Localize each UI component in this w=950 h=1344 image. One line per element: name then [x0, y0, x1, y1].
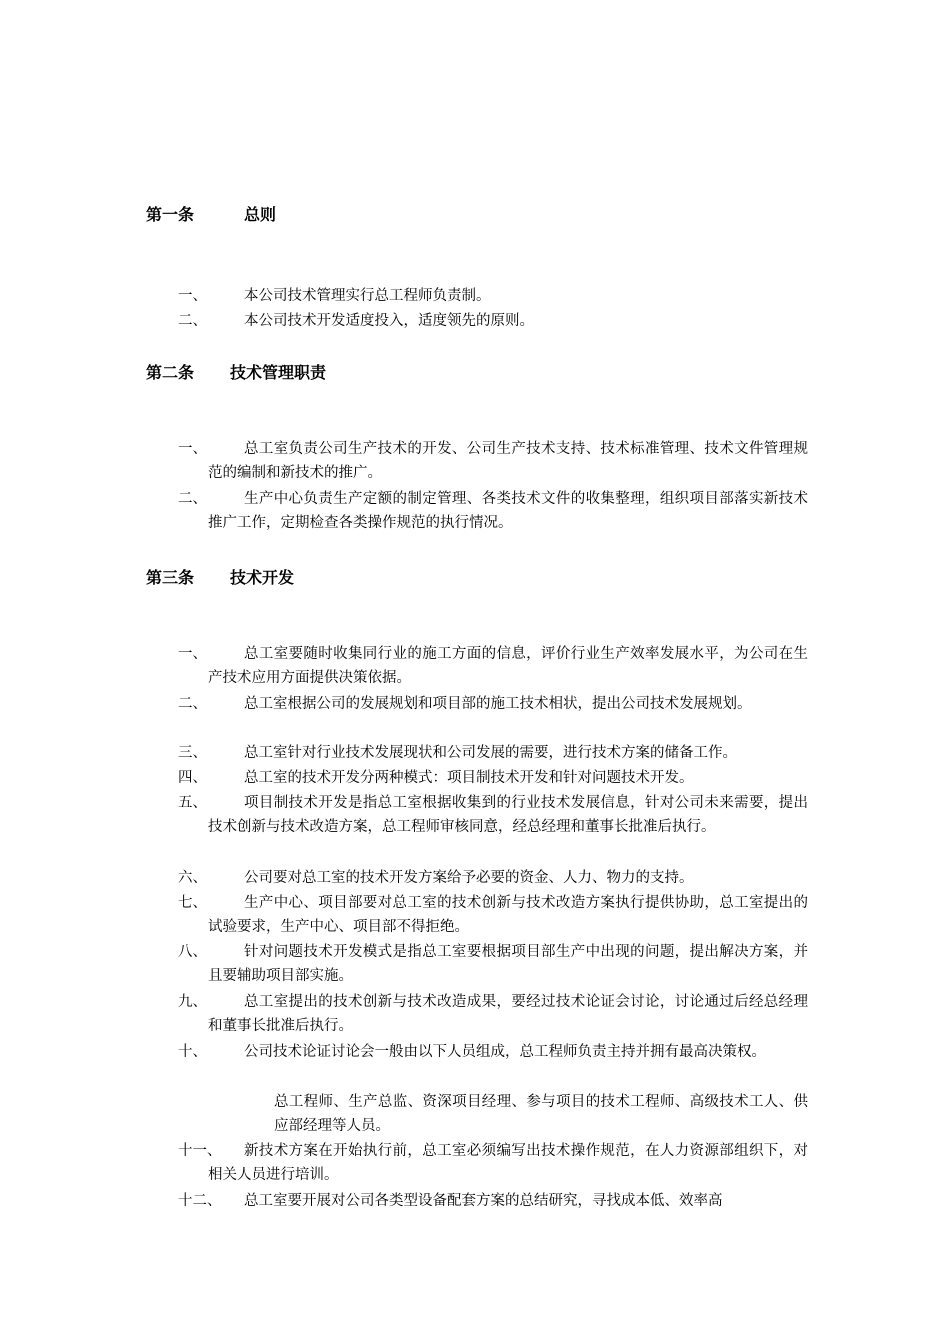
item-text: 新技术方案在开始执行前，总工室必须编写出技术操作规范，在人力资源部组织下，对相关人员进行培训。 — [208, 1143, 808, 1183]
section-heading — [146, 363, 326, 383]
list-item — [178, 741, 808, 765]
list-item — [178, 791, 808, 839]
item-marker: 一、 — [178, 288, 207, 304]
list-item — [178, 437, 808, 485]
list-item — [178, 692, 808, 716]
item-marker: 二、 — [178, 696, 207, 712]
item-marker: 十一、 — [178, 1143, 222, 1159]
list-item — [178, 284, 808, 308]
item-marker: 四、 — [178, 770, 207, 786]
list-item — [178, 1189, 808, 1213]
item-text: 总工室负责公司生产技术的开发、公司生产技术支持、技术标准管理、技术文件管理规范的编制和新技术的推广。 — [208, 441, 808, 481]
item-text: 总工室要开展对公司各类型设备配套方案的总结研究，寻找成本低、效率高 — [244, 1193, 723, 1209]
section-number: 第三条 — [146, 568, 195, 587]
item-text: 总工室提出的技术创新与技术改造成果，要经过技术论证会讨论，讨论通过后经总经理和董事长批准后执行。 — [208, 994, 808, 1034]
item-text: 公司要对总工室的技术开发方案给予必要的资金、人力、物力的支持。 — [244, 870, 694, 886]
item-marker: 三、 — [178, 745, 207, 761]
section-title: 技术开发 — [230, 568, 295, 587]
list-item — [178, 487, 808, 535]
section-heading — [146, 568, 294, 588]
list-item — [178, 766, 808, 790]
section-title: 总则 — [244, 205, 277, 224]
section-number: 第二条 — [146, 363, 195, 382]
item-text: 总工室的技术开发分两种模式：项目制技术开发和针对问题技术开发。 — [244, 770, 694, 786]
item-marker: 九、 — [178, 994, 207, 1010]
item-text: 生产中心、项目部要对总工室的技术创新与技术改造方案执行提供协助，总工室提出的试验要求，生产中心、项目部不得拒绝。 — [208, 895, 808, 935]
list-item — [178, 940, 808, 988]
item-text: 生产中心负责生产定额的制定管理、各类技术文件的收集整理，组织项目部落实新技术推广工作，定期检查各类操作规范的执行情况。 — [208, 491, 808, 531]
item-marker: 一、 — [178, 441, 207, 457]
item-marker: 二、 — [178, 491, 207, 507]
item-marker: 十二、 — [178, 1193, 222, 1209]
list-item — [178, 990, 808, 1038]
item-marker: 五、 — [178, 795, 207, 811]
item-marker: 十、 — [178, 1044, 207, 1060]
section-heading — [146, 205, 276, 225]
item-text: 总工室针对行业技术发展现状和公司发展的需要，进行技术方案的储备工作。 — [244, 745, 737, 761]
list-item — [178, 1040, 808, 1064]
item-text: 总工室要随时收集同行业的施工方面的信息，评价行业生产效率发展水平，为公司在生产技术应用方面提供决策依据。 — [208, 646, 808, 686]
item-marker: 七、 — [178, 895, 207, 911]
item-text: 公司技术论证讨论会一般由以下人员组成，总工程师负责主持并拥有最高决策权。 — [244, 1044, 766, 1060]
section-title: 技术管理职责 — [230, 363, 327, 382]
item-text: 项目制技术开发是指总工室根据收集到的行业技术发展信息，针对公司未来需要，提出技术创新与技术改造方案，总工程师审核同意，经总经理和董事长批准后执行。 — [208, 795, 808, 835]
item-marker: 六、 — [178, 870, 207, 886]
list-item — [178, 1139, 808, 1187]
item-text: 针对问题技术开发模式是指总工室要根据项目部生产中出现的问题，提出解决方案，并且要辅助项目部实施。 — [208, 944, 808, 984]
item-marker: 一、 — [178, 646, 207, 662]
item-text: 本公司技术管理实行总工程师负责制。 — [244, 288, 491, 304]
item-marker: 二、 — [178, 313, 207, 329]
sub-paragraph: 总工程师、生产总监、资深项目经理、参与项目的技术工程师、高级技术工人、供应部经理等人员。 — [274, 1094, 808, 1134]
item-marker: 八、 — [178, 944, 207, 960]
list-item — [178, 642, 808, 690]
item-text: 总工室根据公司的发展规划和项目部的施工技术相状，提出公司技术发展规划。 — [244, 696, 752, 712]
list-item — [178, 891, 808, 939]
section-number: 第一条 — [146, 205, 195, 224]
list-item — [178, 866, 808, 890]
list-item — [178, 309, 808, 333]
item-text: 本公司技术开发适度投入，适度领先的原则。 — [244, 313, 534, 329]
